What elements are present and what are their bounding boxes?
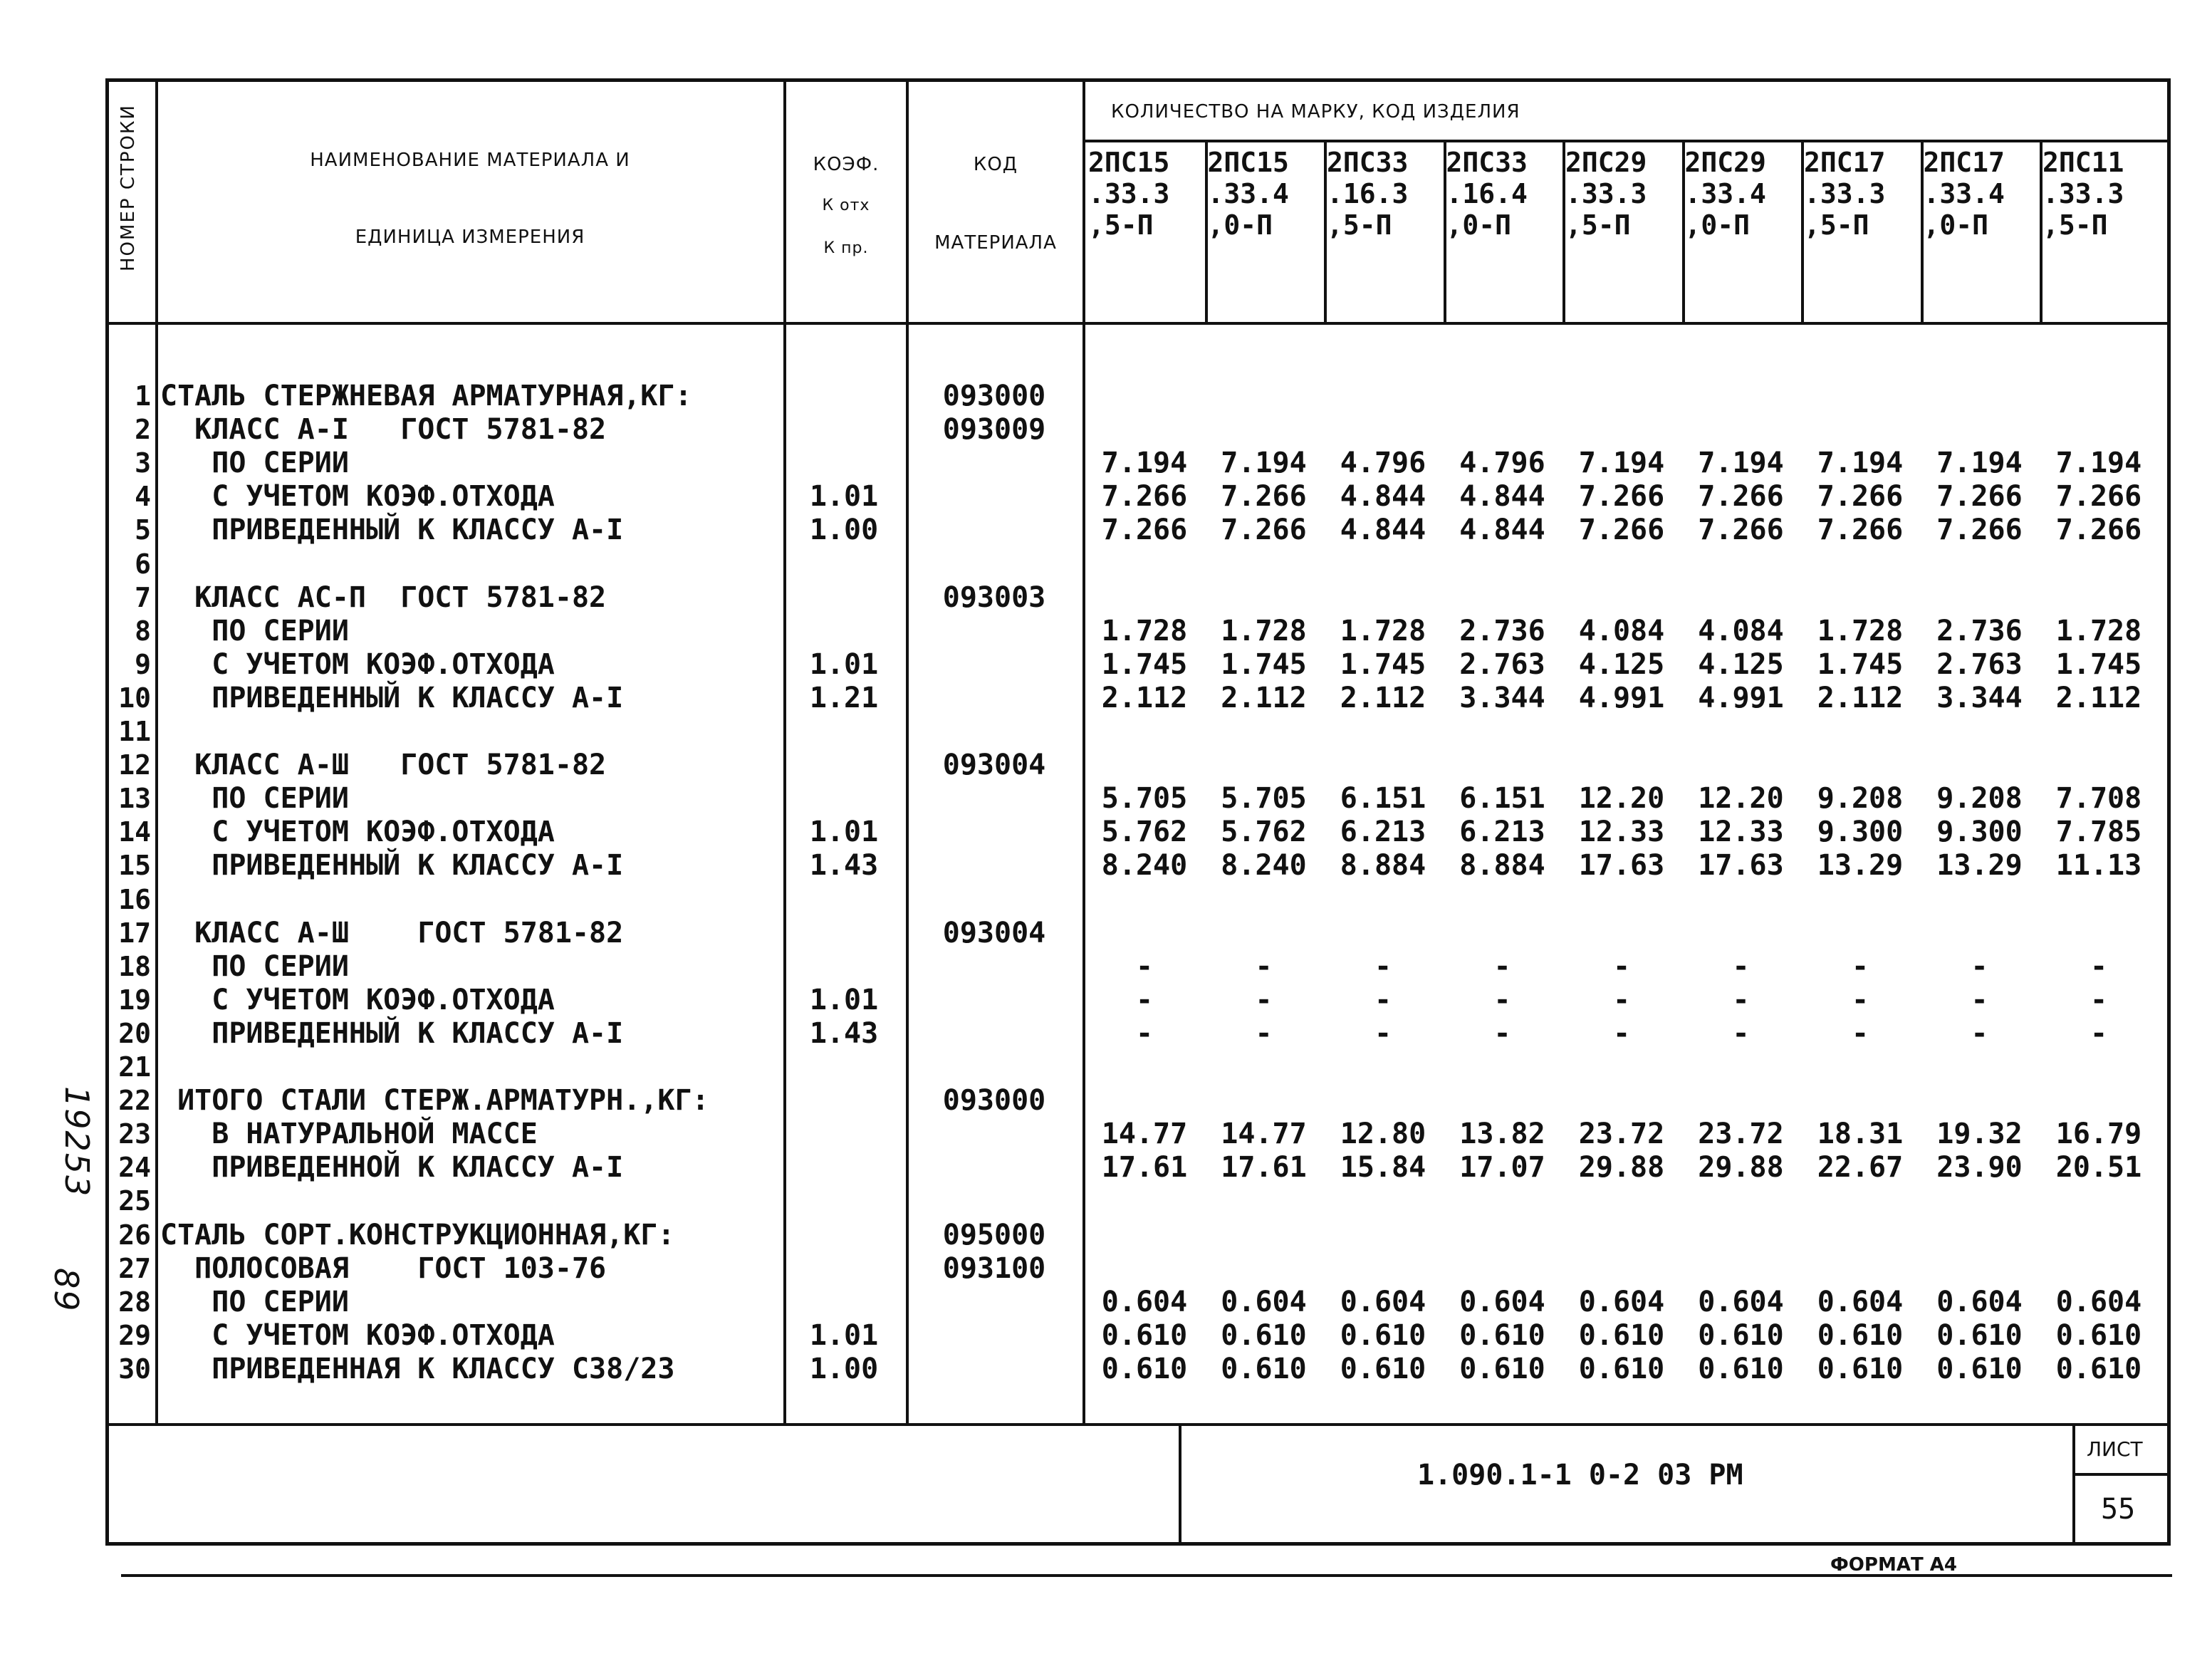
row-number: 21 [118,1051,151,1083]
product-code-line: .33.3 [1565,178,1647,209]
material-name: ПО СЕРИИ [160,614,349,647]
code-header-line2: МАТЕРИАЛА [934,232,1057,254]
quantity-value: 13.29 [1817,849,1904,883]
material-name: С УЧЕТОМ КОЭФ.ОТХОДА [160,647,555,681]
coefficient: 1.43 [809,849,879,883]
quantity-value: - [1135,1016,1154,1050]
quantity-value: 1.728 [1101,614,1188,647]
quantity-value: 0.610 [1817,1318,1904,1352]
material-name: ПО СЕРИИ [160,949,349,983]
quantity-value: - [1255,949,1273,983]
quantity-value: 1.745 [1221,647,1307,681]
col-line-num [155,80,158,1423]
row-number: 20 [118,1017,151,1049]
quantity-value: 4.991 [1698,681,1784,714]
quantity-value: 0.610 [1578,1352,1665,1385]
material-name: В НАТУРАЛЬНОЙ МАССЕ [160,1118,538,1151]
coefficient: 1.01 [809,816,879,849]
stamp-line-right [2072,1425,2075,1544]
quantity-value: 7.194 [2055,447,2142,480]
coefficient: 1.01 [809,1318,879,1352]
quantity-value: 4.796 [1459,447,1545,480]
coefficient: 1.01 [809,480,879,514]
quantity-value: 6.213 [1459,816,1545,849]
quantity-value: 16.79 [2055,1118,2142,1151]
material-name: КЛАСС А-I ГОСТ 5781-82 [160,413,607,447]
quantity-value: 23.72 [1698,1118,1784,1151]
quantity-value: 3.344 [1459,681,1545,714]
quantity-value: - [1255,1016,1273,1050]
coef-header-line1: КОЭФ. [813,154,880,175]
row-number: 19 [118,984,151,1016]
quantity-value: 6.151 [1340,782,1426,816]
quantity-value: 7.266 [1578,514,1665,547]
quantity-value: 7.266 [2055,480,2142,514]
stamp-line-left [1179,1425,1181,1544]
product-code-line: .16.3 [1327,178,1409,209]
product-code-line: 2ПС15 [1088,147,1170,178]
quantity-value: 19.32 [1936,1118,2023,1151]
quantity-value: 1.745 [1817,647,1904,681]
product-code-line: 2ПС29 [1684,147,1766,178]
row-number: 6 [135,548,151,580]
quantity-value: 20.51 [2055,1151,2142,1185]
quantity-value: 1.728 [2055,614,2142,647]
quantity-value: 4.844 [1340,480,1426,514]
quantity-value: 4.796 [1340,447,1426,480]
quantity-value: 0.610 [1221,1352,1307,1385]
quantity-value: - [2090,983,2108,1016]
material-code: 093009 [942,413,1046,447]
quantity-value: 17.63 [1578,849,1665,883]
material-code: 093004 [942,916,1046,949]
coefficient: 1.21 [809,681,879,714]
quantity-value: - [1732,949,1750,983]
quantity-value: - [1732,983,1750,1016]
quantity-value: 0.604 [1578,1285,1665,1318]
quantity-value: - [1612,983,1631,1016]
quantity-value: 12.20 [1578,782,1665,816]
quantity-value: 0.610 [2055,1352,2142,1385]
row-number: 1 [135,380,151,412]
quantity-value: 0.610 [1459,1352,1545,1385]
quantity-value: 15.84 [1340,1151,1426,1185]
product-code-line: .33.3 [1088,178,1170,209]
quantity-value: - [1374,949,1392,983]
quantity-value: 0.604 [1340,1285,1426,1318]
coef-header-line3: К пр. [823,239,869,257]
quantity-value: - [2090,949,2108,983]
row-number: 11 [118,716,151,747]
row-number: 10 [118,682,151,714]
quantity-value: 9.208 [1936,782,2023,816]
quantity-value: 7.266 [1578,480,1665,514]
quantity-value: 5.762 [1101,816,1188,849]
quantity-value: 0.610 [1340,1318,1426,1352]
quantity-value: 2.736 [1459,614,1545,647]
quantity-value: 0.604 [1221,1285,1307,1318]
material-name: ПРИВЕДЕННОЙ К КЛАССУ А-I [160,1151,624,1185]
quantity-value: 1.745 [2055,647,2142,681]
product-code-line: ,5-П [1565,209,1631,241]
quantity-value: 4.844 [1340,514,1426,547]
quantity-value: 2.112 [1817,681,1904,714]
quantity-value: - [1612,1016,1631,1050]
material-name: С УЧЕТОМ КОЭФ.ОТХОДА [160,1318,555,1352]
document-code: 1.090.1-1 0-2 03 РМ [1417,1459,1743,1491]
quantity-value: 4.991 [1578,681,1665,714]
quantity-value: 5.705 [1221,782,1307,816]
row-number: 30 [118,1353,151,1385]
quantity-value: 11.13 [2055,849,2142,883]
quantity-value: 0.610 [1101,1318,1188,1352]
quantity-value: 0.610 [1459,1318,1545,1352]
product-code-line: ,0-П [1207,209,1273,241]
quantity-value: 7.785 [2055,816,2142,849]
quantity-value: 2.736 [1936,614,2023,647]
quantity-value: 12.33 [1698,816,1784,849]
quantity-value: 6.213 [1340,816,1426,849]
quantity-value: 17.07 [1459,1151,1545,1185]
product-code-line: ,0-П [1923,209,1989,241]
product-code-line: .16.4 [1446,178,1528,209]
quantity-value: - [1851,1016,1869,1050]
quantity-value: 2.112 [2055,681,2142,714]
quantity-value: 7.708 [2055,782,2142,816]
product-code-line: 2ПС17 [1923,147,2005,178]
material-name: СТАЛЬ СТЕРЖНЕВАЯ АРМАТУРНАЯ,КГ: [160,380,692,412]
quantity-value: - [1374,1016,1392,1050]
quantity-value: 0.610 [1221,1318,1307,1352]
quantity-value: 7.266 [1101,514,1188,547]
product-code-line: 2ПС29 [1565,147,1647,178]
quantity-value: 23.72 [1578,1118,1665,1151]
material-name: ПРИВЕДЕННЫЙ К КЛАССУ А-I [160,681,624,714]
quantity-value: 7.266 [1936,514,2023,547]
material-name: С УЧЕТОМ КОЭФ.ОТХОДА [160,480,555,514]
col-line-code [1082,80,1085,1423]
sheet-number: 55 [2101,1493,2136,1526]
row-number: 8 [135,615,151,647]
material-code: 093004 [942,749,1046,782]
code-header-line1: КОД [973,154,1018,175]
quantity-value: 1.745 [1101,647,1188,681]
quantity-value: 7.194 [1817,447,1904,480]
quantity-value: 14.77 [1221,1118,1307,1151]
quantity-value: 2.763 [1936,647,2023,681]
coef-header-line2: К отх [822,197,870,214]
quantity-value: 0.610 [1936,1318,2023,1352]
stamp-top-line [107,1423,2169,1426]
quantity-value: 5.705 [1101,782,1188,816]
quantity-value: 4.844 [1459,480,1545,514]
product-code-line: 2ПС11 [2043,147,2124,178]
quantity-value: 12.20 [1698,782,1784,816]
quantity-value: 7.266 [1221,480,1307,514]
quantity-value: 7.194 [1698,447,1784,480]
qty-header: КОЛИЧЕСТВО НА МАРКУ, КОД ИЗДЕЛИЯ [1111,101,1520,123]
quantity-value: 0.604 [1698,1285,1784,1318]
quantity-value: 0.604 [1101,1285,1188,1318]
inventory-number: 19253 [58,1086,96,1198]
quantity-value: 7.266 [1221,514,1307,547]
quantity-value: 0.610 [1101,1352,1188,1385]
quantity-value: - [2090,1016,2108,1050]
quantity-value: 7.266 [2055,514,2142,547]
quantity-value: - [1971,1016,1988,1050]
quantity-value: 0.610 [1817,1352,1904,1385]
quantity-value: - [1493,1016,1511,1050]
quantity-value: 13.82 [1459,1118,1545,1151]
quantity-value: 7.266 [1817,514,1904,547]
quantity-value: 12.33 [1578,816,1665,849]
coefficient: 1.00 [809,514,879,547]
product-code-line: ,5-П [1327,209,1392,241]
quantity-value: 2.112 [1221,681,1307,714]
product-code-line: .33.4 [1923,178,2005,209]
material-name: ПОЛОСОВАЯ ГОСТ 103-76 [160,1251,607,1285]
quantity-value: 7.194 [1936,447,2023,480]
quantity-value: 0.604 [2055,1285,2142,1318]
quantity-value: 9.300 [1817,816,1904,849]
row-number: 2 [135,414,151,446]
material-name: ПРИВЕДЕННЫЙ К КЛАССУ А-I [160,849,624,883]
name-header-line1: НАИМЕНОВАНИЕ МАТЕРИАЛА И [310,150,630,171]
material-name: ПРИВЕДЕННЫЙ К КЛАССУ А-I [160,514,624,547]
row-number: 18 [118,950,151,982]
product-code-line: .33.3 [1804,178,1886,209]
row-number: 13 [118,783,151,815]
row-number: 22 [118,1085,151,1117]
material-name: С УЧЕТОМ КОЭФ.ОТХОДА [160,816,555,849]
product-code-line: 2ПС17 [1804,147,1886,178]
sheet-label: ЛИСТ [2087,1437,2143,1461]
quantity-value: 7.266 [1698,480,1784,514]
qty-label-line [1082,140,2169,142]
quantity-value: 8.240 [1221,849,1307,883]
material-name: ПО СЕРИИ [160,1285,349,1318]
quantity-value: - [1255,983,1273,1016]
quantity-value: - [1851,983,1869,1016]
product-code-line: .33.4 [1207,178,1289,209]
quantity-value: 29.88 [1578,1151,1665,1185]
quantity-value: 1.728 [1340,614,1426,647]
quantity-value: 0.610 [2055,1318,2142,1352]
material-code: 095000 [942,1218,1046,1251]
material-code: 093000 [942,380,1046,412]
row-number: 9 [135,648,151,680]
quantity-value: - [1493,949,1511,983]
header-bottom-line [107,322,2169,325]
quantity-value: 0.610 [1578,1318,1665,1352]
quantity-value: 3.344 [1936,681,2023,714]
quantity-value: 0.604 [1817,1285,1904,1318]
row-number: 25 [118,1185,151,1217]
format-label: ФОРМАТ А4 [1830,1554,1957,1576]
material-name: С УЧЕТОМ КОЭФ.ОТХОДА [160,983,555,1016]
coefficient: 1.00 [809,1352,879,1385]
quantity-value: 7.194 [1221,447,1307,480]
row-number: 5 [135,514,151,546]
quantity-value: 9.300 [1936,816,2023,849]
quantity-value: 29.88 [1698,1151,1784,1185]
material-name: КЛАСС А-Ш ГОСТ 5781-82 [160,916,624,949]
row-number: 4 [135,481,151,513]
product-code-line: ,5-П [2043,209,2108,241]
row-number: 27 [118,1252,151,1284]
quantity-value: 7.194 [1578,447,1665,480]
product-code-line: 2ПС15 [1207,147,1289,178]
row-number: 12 [118,749,151,781]
quantity-value: - [1971,983,1988,1016]
quantity-value: 17.61 [1221,1151,1307,1185]
row-number: 14 [118,816,151,848]
quantity-value: 4.844 [1459,514,1545,547]
quantity-value: 8.884 [1459,849,1545,883]
quantity-value: 7.266 [1817,480,1904,514]
material-name: ПО СЕРИИ [160,782,349,816]
quantity-value: 12.80 [1340,1118,1426,1151]
material-name: ИТОГО СТАЛИ СТЕРЖ.АРМАТУРН.,КГ: [160,1084,709,1118]
quantity-value: - [1971,949,1988,983]
product-code-line: .33.4 [1684,178,1766,209]
material-code: 093100 [942,1251,1046,1285]
quantity-value: 9.208 [1817,782,1904,816]
row-number: 29 [118,1319,151,1351]
quantity-value: - [1612,949,1631,983]
quantity-value: 0.610 [1340,1352,1426,1385]
quantity-value: 5.762 [1221,816,1307,849]
quantity-value: 22.67 [1817,1151,1904,1185]
material-name: КЛАСС А-Ш ГОСТ 5781-82 [160,749,607,782]
quantity-value: 17.63 [1698,849,1784,883]
quantity-value: 7.266 [1936,480,2023,514]
margin-extra-number: 89 [47,1268,85,1313]
name-header-line2: ЕДИНИЦА ИЗМЕРЕНИЯ [355,227,585,248]
quantity-value: 14.77 [1101,1118,1188,1151]
material-name: КЛАСС АС-П ГОСТ 5781-82 [160,581,607,614]
quantity-value: 4.084 [1698,614,1784,647]
quantity-value: 7.194 [1101,447,1188,480]
row-number: 16 [118,883,151,915]
quantity-value: 4.125 [1578,647,1665,681]
quantity-value: 2.763 [1459,647,1545,681]
row-number: 23 [118,1118,151,1150]
row-number: 3 [135,447,151,479]
quantity-value: 1.745 [1340,647,1426,681]
quantity-value: 4.084 [1578,614,1665,647]
quantity-value: 0.610 [1698,1318,1784,1352]
quantity-value: 2.112 [1340,681,1426,714]
product-code-line: .33.3 [2043,178,2124,209]
quantity-value: 0.604 [1936,1285,2023,1318]
material-name: СТАЛЬ СОРТ.КОНСТРУКЦИОННАЯ,КГ: [160,1218,675,1251]
product-code-line: ,5-П [1804,209,1869,241]
row-number: 15 [118,850,151,882]
row-number: 24 [118,1152,151,1184]
quantity-value: - [1732,1016,1750,1050]
quantity-value: 8.240 [1101,849,1188,883]
product-code-line: ,0-П [1446,209,1512,241]
quantity-value: 0.610 [1936,1352,2023,1385]
product-code-line: 2ПС33 [1327,147,1409,178]
quantity-value: - [1135,949,1154,983]
material-name: ПО СЕРИИ [160,447,349,480]
row-number: 17 [118,917,151,949]
quantity-value: 23.90 [1936,1151,2023,1185]
quantity-value: 1.728 [1817,614,1904,647]
coefficient: 1.01 [809,647,879,681]
quantity-value: 7.266 [1101,480,1188,514]
quantity-value: - [1493,983,1511,1016]
material-code: 093003 [942,581,1046,614]
product-code-line: 2ПС33 [1446,147,1528,178]
quantity-value: 0.604 [1459,1285,1545,1318]
coefficient: 1.01 [809,983,879,1016]
coefficient: 1.43 [809,1016,879,1050]
quantity-value: - [1374,983,1392,1016]
quantity-value: - [1135,983,1154,1016]
quantity-value: 13.29 [1936,849,2023,883]
quantity-value: 17.61 [1101,1151,1188,1185]
quantity-value: 2.112 [1101,681,1188,714]
quantity-value: 4.125 [1698,647,1784,681]
quantity-value: - [1851,949,1869,983]
product-code-line: ,5-П [1088,209,1154,241]
quantity-value: 7.266 [1698,514,1784,547]
row-number: 26 [118,1219,151,1251]
material-code: 093000 [942,1084,1046,1118]
material-name: ПРИВЕДЕННАЯ К КЛАССУ С38/23 [160,1352,675,1385]
product-code-line: ,0-П [1684,209,1751,241]
quantity-value: 6.151 [1459,782,1545,816]
row-number: 7 [135,581,151,613]
stamp-sheet-line [2074,1473,2169,1476]
quantity-value: 18.31 [1817,1118,1904,1151]
row-number: 28 [118,1286,151,1318]
quantity-value: 8.884 [1340,849,1426,883]
material-name: ПРИВЕДЕННЫЙ К КЛАССУ А-I [160,1016,624,1050]
quantity-value: 1.728 [1221,614,1307,647]
row-number-header: НОМЕР СТРОКИ [118,104,139,271]
quantity-value: 0.610 [1698,1352,1784,1385]
